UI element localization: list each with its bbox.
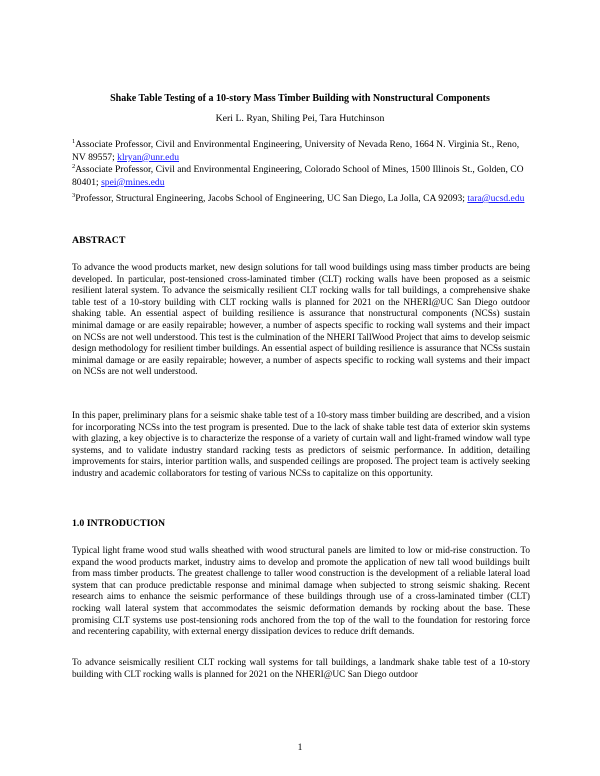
email-link[interactable]: klryan@unr.edu (117, 151, 179, 163)
email-link[interactable]: tara@ucsd.edu (467, 193, 525, 204)
affiliation-2 (72, 164, 532, 189)
author-list: Keri L. Ryan, Shiling Pei, Tara Hutchinson (215, 113, 385, 124)
affiliation-text: Associate Professor, Civil and Environmental Engineering, Colorado School of Mines, 1500 Illinois St., Golden, CO 80401; (72, 164, 524, 188)
affiliation-mark: 1 (72, 137, 76, 145)
abstract-paragraph-1: To advance the wood products market, new design solutions for tall wood buildings using mass timber products are being developed. In particular, post-tensioned cross-laminated timber (CLT) rocking walls have been proposed as a seismic resilient lateral system. To advance the seismically resilient CLT rocking walls for tall buildings, a comprehensive shake table test of a 10-story building with CLT rocking walls is planned for 2021 on the NHERI@UC San Diego outdoor shaking table. An essential aspect of building resilience is assurance that nonstructural components (NCSs) sustain minimal damage or are easily repairable; however, a number of aspects specific to rocking wall systems and their impact on NCSs are not well understood. This test is the culmination of the NHERI TallWood Project that aims to develop seismic design methodology for resilient timber buildings. An essential aspect of building resilience is assurance that NCSs sustain minimal damage or are easily repairable; however, a number of aspects specific to rocking wall systems and their impact on NCSs are not well understood. (72, 263, 530, 378)
affiliation-1 (72, 139, 532, 164)
affiliation-text: Associate Professor, Civil and Environmental Engineering, University of Nevada Reno, 1664 N. Virginia St., Reno, NV 89557; (72, 139, 520, 163)
introduction-heading: 1.0 INTRODUCTION (72, 518, 166, 529)
paper-title: Shake Table Testing of a 10-story Mass Timber Building with Nonstructural Components (110, 93, 490, 104)
affiliation-text: Professor, Structural Engineering, Jacobs School of Engineering, UC San Diego, La Jolla, CA 92093; (75, 193, 468, 204)
affiliation-3 (72, 193, 532, 206)
introduction-paragraph-2: To advance seismically resilient CLT rocking wall systems for tall buildings, a landmark shake table test of a 10-story building with CLT rocking walls is planned for 2021 on the NHERI@UC San Diego outdoor (72, 658, 530, 680)
email-link[interactable]: spei@mines.edu (101, 176, 165, 188)
introduction-paragraph-1: Typical light frame wood stud walls sheathed with wood structural panels are limited to low or mid-rise construction. To expand the wood products market, industry aims to develop and promote the application of new tall wood buildings built from mass timber products. The greatest challenge to taller wood construction is the development of a reliable lateral load system that can produce predictable response and minimal damage when subjected to strong seismic shaking. Recent research aims to enhance the seismic performance of these buildings through use of a cross-laminated timber (CLT) rocking wall lateral system that accommodates the seismic deformation demands by rocking about the base. These promising CLT systems use post-tensioning rods anchored from the top of the wall to the foundation for restoring force and recentering capability, with external energy dissipation devices to reduce drift demands. (72, 546, 530, 638)
abstract-heading: ABSTRACT (72, 235, 126, 246)
affiliation-mark: 2 (72, 162, 76, 170)
abstract-paragraph-2: In this paper, preliminary plans for a seismic shake table test of a 10-story mass timber building are described, and a vision for incorporating NCSs into the test program is presented. Due to the lack of shake table test data of exterior skin systems with glazing, a key objective is to characterize the response of a variety of curtain wall and light-framed window wall type systems, and to validate industry standard racking tests as predictors of seismic performance. In addition, detailing improvements for stairs, interior partition walls, and suspended ceilings are proposed. The project team is actively seeking industry and academic collaborators for testing of various NCSs to capitalize on this opportunity. (72, 411, 530, 479)
page-number: 1 (297, 742, 303, 753)
affiliation-mark: 3 (72, 191, 76, 199)
